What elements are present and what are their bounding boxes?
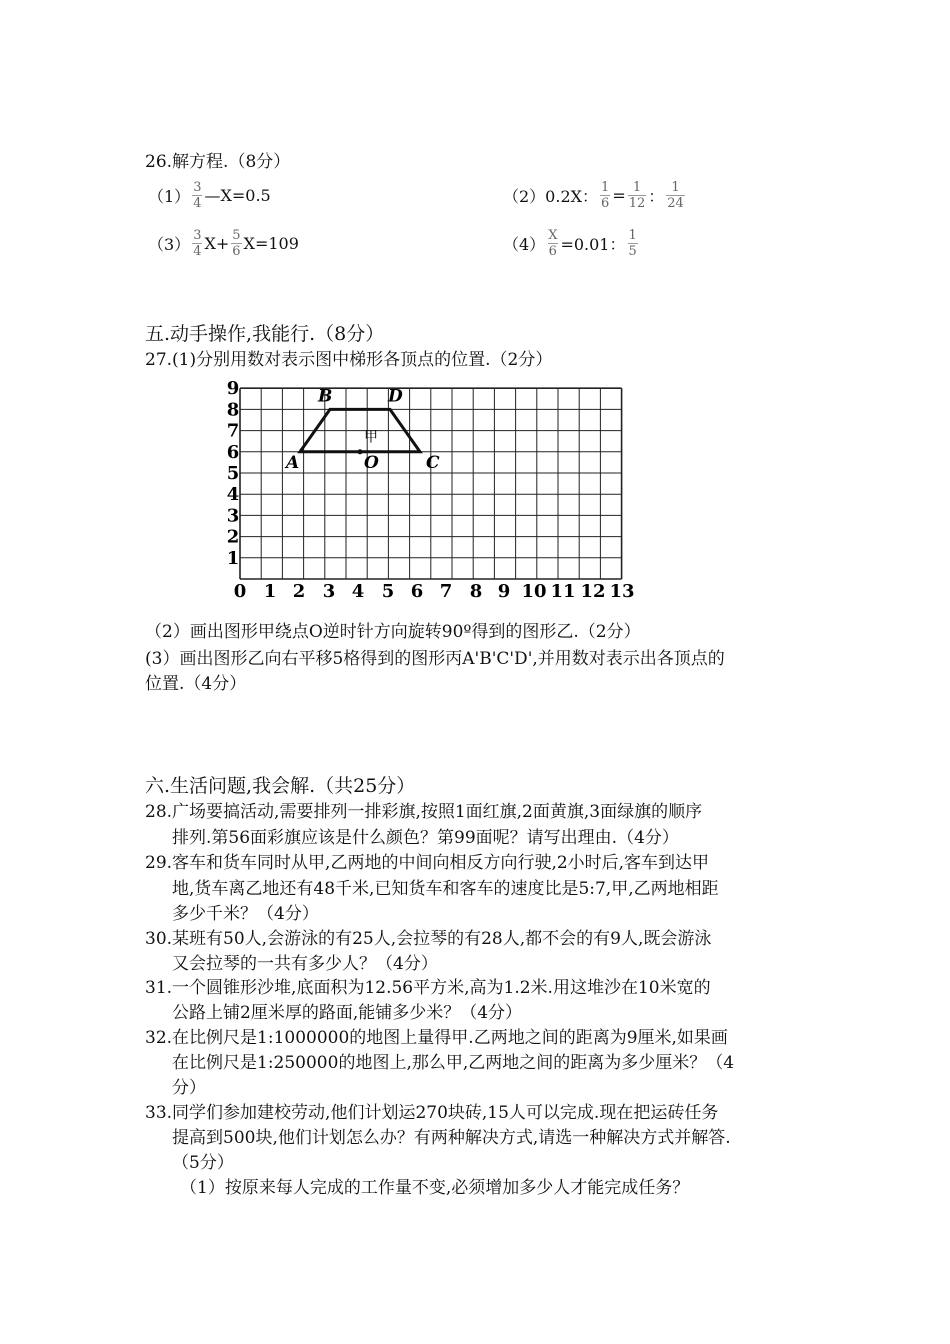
fraction: $\frac{X}{6}$: [548, 228, 558, 259]
y-axis-label: 3: [226, 505, 240, 527]
q32-line2: 在比例尺是1:250000的地图上,那么甲,乙两地之间的距离为多少厘米？（4: [172, 1053, 735, 1073]
x-axis-label: 11: [550, 581, 576, 602]
q27-part3-line2: 位置.（4分）: [145, 674, 247, 694]
q27-text: 27.(1)分别用数对表示图中梯形各顶点的位置.（2分）: [145, 350, 553, 370]
eq2-equals: =: [612, 186, 626, 205]
eq2-ratio-sign: ：: [648, 187, 665, 206]
q29-line3: 多少千米？（4分）: [172, 904, 319, 924]
x-axis-label: 1: [263, 581, 277, 602]
q32-line3: 分）: [172, 1078, 206, 1098]
q31-line1: 31.一个圆锥形沙堆,底面积为12.56平方米,高为1.2米.用这堆沙在10米宽的: [145, 978, 711, 998]
x-axis-label: 6: [410, 581, 424, 602]
y-axis-label: 2: [226, 526, 240, 548]
y-axis-label: 7: [226, 420, 240, 442]
eq3-mid: X+: [204, 234, 230, 253]
q29-line2: 地,货车离乙地还有48千米,已知货车和客车的速度比是5:7,甲,乙两地相距: [172, 879, 719, 899]
x-axis-label: 2: [292, 581, 306, 602]
vertex-label-a: A: [285, 452, 300, 473]
eq1-rest: —X=0.5: [204, 186, 271, 205]
x-axis-label: 7: [439, 581, 453, 602]
q27-part3-line1: (3）画出图形乙向右平移5格得到的图形丙A'B'C'D',并用数对表示出各顶点的: [145, 649, 725, 669]
x-axis-label: 10: [521, 581, 547, 602]
fraction: $\frac{3}{4}$: [193, 180, 202, 211]
fraction: $\frac{1}{6}$: [601, 180, 610, 211]
q26-title: 26.解方程.（8分）: [145, 152, 291, 172]
x-axis-label: 0: [233, 581, 247, 602]
section-5-title: 五.动手操作,我能行.（8分）: [145, 323, 385, 345]
q33-line1: 33.同学们参加建校劳动,他们计划运270块砖,15人可以完成.现在把运砖任务: [145, 1103, 719, 1123]
x-axis-label: 3: [322, 581, 336, 602]
point-o-dot: [357, 449, 362, 454]
vertex-label-c: C: [425, 452, 440, 473]
fraction: $\frac{1}{24}$: [667, 180, 684, 211]
y-axis-label: 6: [226, 441, 240, 463]
eq2-label: （2）0.2X：: [503, 187, 599, 206]
q28-line2: 排列.第56面彩旗应该是什么颜色？第99面呢？请写出理由.（4分）: [172, 828, 679, 848]
y-axis-label: 4: [226, 484, 240, 506]
vertex-label-d: D: [387, 386, 403, 407]
q30-line1: 30.某班有50人,会游泳的有25人,会拉琴的有28人,都不会的有9人,既会游泳: [145, 929, 712, 949]
eq1-label: （1）: [148, 187, 191, 206]
x-axis-label: 4: [351, 581, 365, 602]
eq4-label: （4）: [503, 235, 546, 254]
y-axis-label: 1: [226, 547, 240, 569]
q27-part2: （2）画出图形甲绕点O逆时针方向旋转90º得到的图形乙.（2分）: [145, 622, 641, 642]
x-axis-label: 12: [580, 581, 606, 602]
fraction: $\frac{1}{5}$: [628, 228, 637, 259]
q33-line2: 提高到500块,他们计划怎么办？有两种解决方式,请选一种解决方式并解答.: [172, 1128, 731, 1148]
y-axis-label: 8: [226, 399, 240, 421]
fraction: $\frac{3}{4}$: [193, 228, 202, 259]
fraction: $\frac{5}{6}$: [232, 228, 241, 259]
fraction: $\frac{1}{12}$: [628, 180, 646, 211]
y-axis-label: 9: [226, 378, 240, 400]
eq4-mid: =0.01：: [560, 235, 626, 254]
q33-line4: （1）按原来每人完成的工作量不变,必须增加多少人才能完成任务？: [180, 1178, 690, 1198]
vertex-label-o: O: [363, 452, 379, 473]
eq3-rest: X=109: [243, 234, 299, 253]
q31-line2: 公路上铺2厘米厚的路面,能铺多少米？（4分）: [172, 1003, 523, 1023]
x-axis-label: 9: [497, 581, 511, 602]
x-axis-label: 5: [381, 581, 395, 602]
section-6-title: 六.生活问题,我会解.（共25分）: [145, 775, 416, 797]
q29-line1: 29.客车和货车同时从甲,乙两地的中间向相反方向行驶,2小时后,客车到达甲: [145, 853, 710, 873]
shape-label-jia: 甲: [363, 429, 378, 446]
q28-line1: 28.广场要搞活动,需要排列一排彩旗,按照1面红旗,2面黄旗,3面绿旗的顺序: [145, 802, 703, 822]
q30-line2: 又会拉琴的一共有多少人？（4分）: [172, 954, 438, 974]
x-axis-label: 8: [469, 581, 483, 602]
x-axis-label: 13: [609, 581, 635, 602]
q33-line3: （5分）: [172, 1153, 234, 1173]
eq3-label: （3）: [148, 235, 191, 254]
q32-line1: 32.在比例尺是1:1000000的地图上量得甲.乙两地之间的距离为9厘米,如果画: [145, 1028, 728, 1048]
y-axis-label: 5: [226, 463, 240, 484]
vertex-label-b: B: [317, 386, 333, 407]
